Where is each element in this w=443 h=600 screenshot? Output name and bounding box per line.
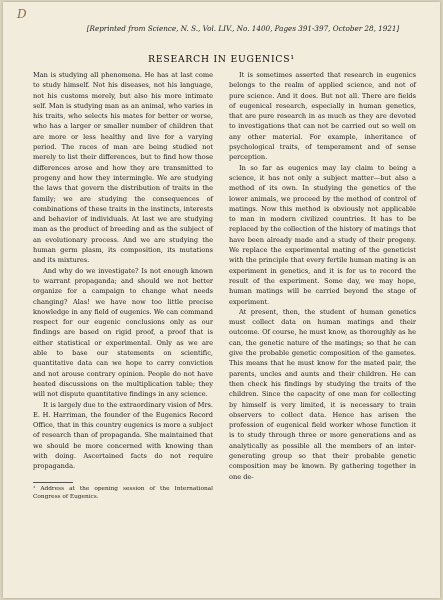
left-column [33, 70, 213, 501]
paragraph: Man is studying all phenomena. He has at last come to study himself. Not his diseases, not his language, not his customs merely, but also his more intimate self. Man is studying man as an animal, who varies in his traits, who selects his mates for better or worse, who has a larger or smaller number of children that are more or less healthy and live for a varying period. The races of man are being studied not merely to list their differences, but to find how those differences arose and how they are transmitted to progeny and how they intermingle. We are studying the laws that govern the distribution of traits in the family; we are studying the consequences of combinations of these traits in the instincts, interests and behavior of individuals. At last we are studying man as the product of breeding and as the subject of an evolutionary process. And we are studying the human germ plasm, its composition, its mutations and its mixtures. [33, 71, 213, 265]
paragraph: It is sometimes asserted that research in eugenics belongs to the realm of applied science, and not of pure science. And it does. But not all. There are fields of eugenical research, especially in human genetics, that are pure research in as much as they are devoted to investigations that can not be carried out so well on any other material. For example, inheritance of psychological traits, of temperament and of sense perception. [229, 71, 416, 162]
paragraph: In so far as eugenics may lay claim to being a science, it has not only a subject matter—but also a method of its own. In studying the genetics of the lower animals, we proceed by the method of control of matings. Now this method is obviously not applicable to man in modern civilized countries. It has to be replaced by the collection of the history of matings that have been already made and a study of their progeny. We replace the experimental mating of the geneticist with the principle that every fertile human mating is an experiment in genetics, and it is for us to record the result of the experiment. Some day, we may hope, human matings will be carried beyond the stage of experiment. [229, 163, 416, 306]
handwritten-corner-mark: D [17, 7, 27, 21]
reprint-citation: [Reprinted from Science, N. S., Vol. LIV., No. 1400, Pages 391-397, October 28, 1921] [86, 24, 400, 33]
paragraph: At present, then, the student of human genetics must collect data on human matings and their outcome. Of course, he must know, as thoroughly as he can, the genetic nature of the matings; so that he can give the probable genetic composition of the gametes. This means that he must know for the mated pair, the parents, uncles and aunts and their children. He can then check his findings by studying the traits of the children. Since the capacity of one man for collecting by himself is very limited, it is necessary to train observers to collect data. Hence has arisen the profession of eugenical field worker whose function it is to study through three or more generations and as analytically as possible all the members of an inter-generating group so that their probable genetic composition may be known. By gathering together in one de- [229, 307, 416, 481]
footnote: ¹ Address at the opening session of the International Congress of Eugenics. [33, 482, 213, 501]
document-page [3, 2, 440, 598]
right-column [229, 70, 416, 482]
paragraph: It is largely due to the extraordinary vision of Mrs. E. H. Harriman, the founder of the Eugenics Record Office, that in this country eugenics is more a subject of research than of propaganda. She maintained that we should be more concerned with knowing than with doing. Ascertained facts do not require propaganda. [33, 400, 213, 471]
article-title: RESEARCH IN EUGENICS¹ [148, 54, 295, 65]
paragraph: And why do we investigate? Is not enough known to warrant propaganda; and should we not better organize for a campaign to change what needs changing? Alas! we have now too little precise knowledge in any field of eugenics. We can command respect for our eugenic conclusions only as our findings are based on rigid proof, a proof that is either statistical or experimental. Only as we are able to base our statements on scientific, quantitative data can we hope to carry conviction and not arouse contrary opinion. People do not have heated discussions on the multiplication table; they will not dispute quantitative findings in any science. [33, 266, 213, 399]
